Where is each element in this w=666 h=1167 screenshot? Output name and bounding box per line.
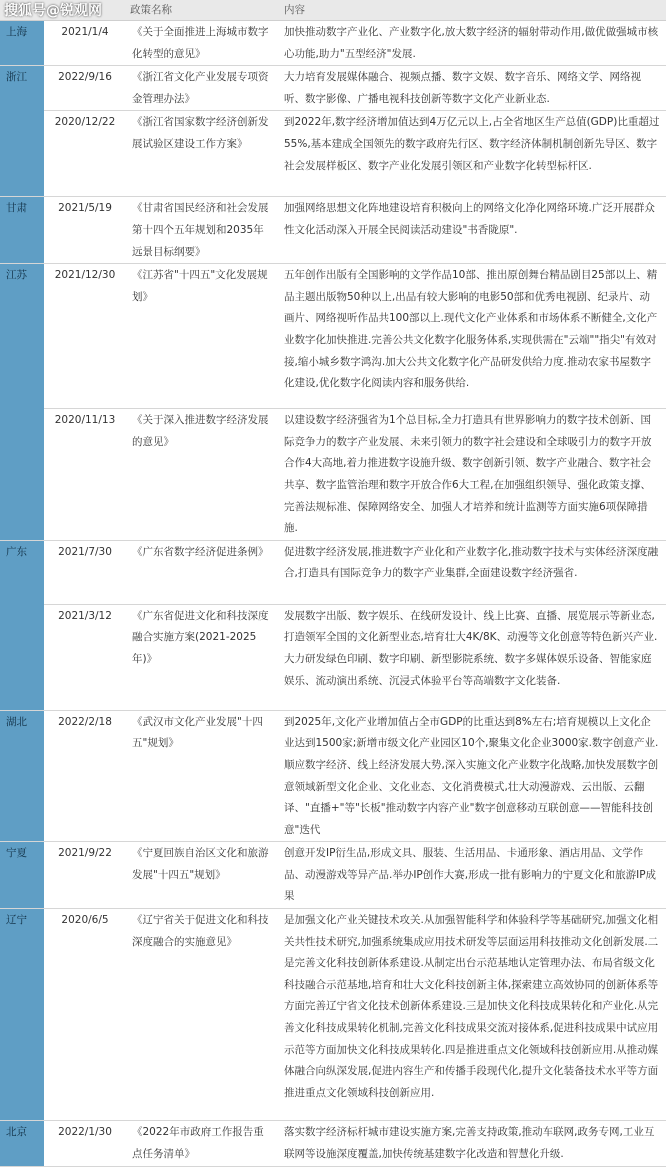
date-cell: 2021/12/30 <box>44 264 126 409</box>
table-row <box>0 842 666 909</box>
date-cell: 2020/12/22 <box>44 111 126 197</box>
province-cell: 辽宁 <box>0 909 44 1121</box>
table-row <box>0 197 666 264</box>
watermark: 搜狐号@锐观网 <box>4 3 102 19</box>
content-cell: 到2022年,数字经济增加值达到4万亿元以上,占全省地区生产总值(GDP)比重超过55%,基本建成全国领先的数字政府先行区、数字经济体制机制创新先导区、数字社会发展样板区、数字产业化发展引领区和产业数字化转型标杆区. <box>280 111 666 197</box>
date-cell: 2020/11/13 <box>44 409 126 541</box>
date-cell: 2020/6/5 <box>44 909 126 1121</box>
policy-name-cell: 《关于深入推进数字经济发展的意见》 <box>126 409 280 541</box>
date-cell: 2021/5/19 <box>44 197 126 264</box>
policy-name-cell: 《浙江省国家数字经济创新发展试验区建设工作方案》 <box>126 111 280 197</box>
table-row <box>0 909 666 1121</box>
policy-name-cell: 《宁夏回族自治区文化和旅游发展"十四五"规划》 <box>126 842 280 909</box>
policy-name-cell: 《甘肃省国民经济和社会发展第十四个五年规划和2035年远景目标纲要》 <box>126 197 280 264</box>
content-cell: 大力培育发展媒体融合、视频点播、数字文娱、数字音乐、网络文学、网络视听、数字影像、广播电视科技创新等数字文化产业新业态. <box>280 66 666 111</box>
province-cell: 广东 <box>0 540 44 710</box>
province-cell: 北京 <box>0 1121 44 1167</box>
content-cell: 到2025年,文化产业增加值占全市GDP的比重达到8%左右;培育规模以上文化企业达到1500家;新增市级文化产业园区10个,聚集文化企业3000家.数字创意产业.顺应数字经济、线上经济发展大势,深入实施文化产业数字化战略,加快发展数字创意领域新型文化企业、文化业态、文化消费模式,壮大动漫游戏、云出版、云翻译、"直播+"等"长板"推动数字内容产业"数字创意移动互联创意——智能科技创意"迭代 <box>280 710 666 842</box>
content-cell: 五年创作出版有全国影响的文学作品10部、推出原创舞台精品剧目25部以上、精品主题出版物50种以上,出品有较大影响的电影50部和优秀电视剧、纪录片、动画片、网络视听作品共100部以上.现代文化产业体系和市场体系不断健全,文化产业数字化加快推进.完善公共文化数字化服务体系,实现供需在"云端""指尖"有效对接,缩小城乡数字鸿沟.加大公共文化数字化产品研发供给力度.推动农家书屋数字化建设,优化数字化阅读内容和服务供给. <box>280 264 666 409</box>
province-cell: 甘肃 <box>0 197 44 264</box>
content-cell: 创意开发IP衍生品,形成文具、服装、生活用品、卡通形象、酒店用品、文学作品、动漫游戏等异产品.举办IP创作大赛,形成一批有影响力的宁夏文化和旅游IP成果 <box>280 842 666 909</box>
table-row <box>0 540 666 604</box>
date-cell: 2021/9/22 <box>44 842 126 909</box>
table-row <box>0 409 666 541</box>
content-cell: 以建设数字经济强省为1个总目标,全力打造具有世界影响力的数字技术创新、国际竞争力的数字产业发展、未来引领力的数字社会建设和全球吸引力的数字开放合作4大高地,着力推进数字设施升级、数字创新引领、数字产业融合、数字社会共享、数字监管治理和数字开放合作6大工程,在加强组织领导、强化政策支撑、完善法规标准、保障网络安全、加强人才培养和统计监测等方面实施6项保障措施. <box>280 409 666 541</box>
date-cell: 2021/7/30 <box>44 540 126 604</box>
table-row <box>0 1121 666 1167</box>
policy-name-cell: 《浙江省文化产业发展专项资金管理办法》 <box>126 66 280 111</box>
header-policy-name: 政策名称 <box>126 0 280 21</box>
policy-name-cell: 《江苏省"十四五"文化发展规划》 <box>126 264 280 409</box>
date-cell: 2022/2/18 <box>44 710 126 842</box>
table-row <box>0 604 666 710</box>
content-cell: 落实数字经济标杆城市建设实施方案,完善支持政策,推动车联网,政务专网,工业互联网等设施深度覆盖,加快传统基建数字化改造和智慧化升级. <box>280 1121 666 1167</box>
policy-name-cell: 《辽宁省关于促进文化和科技深度融合的实施意见》 <box>126 909 280 1121</box>
table-row <box>0 21 666 66</box>
content-cell: 加快推动数字产业化、产业数字化,放大数字经济的辐射带动作用,做优做强城市核心功能,助力"五型经济"发展. <box>280 21 666 66</box>
policy-name-cell: 《关于全面推进上海城市数字化转型的意见》 <box>126 21 280 66</box>
policy-name-cell: 《广东省数字经济促进条例》 <box>126 540 280 604</box>
policy-name-cell: 《广东省促进文化和科技深度融合实施方案(2021-2025年)》 <box>126 604 280 710</box>
province-cell: 浙江 <box>0 66 44 197</box>
province-cell: 江苏 <box>0 264 44 541</box>
content-cell: 促进数字经济发展,推进数字产业化和产业数字化,推动数字技术与实体经济深度融合,打造具有国际竞争力的数字产业集群,全面建设数字经济强省. <box>280 540 666 604</box>
province-cell: 宁夏 <box>0 842 44 909</box>
province-cell: 湖北 <box>0 710 44 842</box>
date-cell: 2022/1/30 <box>44 1121 126 1167</box>
date-cell: 2021/1/4 <box>44 21 126 66</box>
policy-name-cell: 《武汉市文化产业发展"十四五"规划》 <box>126 710 280 842</box>
policy-name-cell: 《2022年市政府工作报告重点任务清单》 <box>126 1121 280 1167</box>
table-row <box>0 710 666 842</box>
content-cell: 加强网络思想文化阵地建设培育积极向上的网络文化净化网络环境.广泛开展群众性文化活动深入开展全民阅读活动建设"书香陇原". <box>280 197 666 264</box>
table-row <box>0 66 666 111</box>
content-cell: 发展数字出版、数字娱乐、在线研发设计、线上比赛、直播、展览展示等新业态,打造领军全国的文化新型业态,培育壮大4K/8K、动漫等文化创意等特色新兴产业.大力研发绿色印刷、数字印刷、新型影院系统、数字多媒体娱乐设备、智能家庭娱乐、流动演出系统、沉浸式体验平台等高端数字文化装备. <box>280 604 666 710</box>
date-cell: 2022/9/16 <box>44 66 126 111</box>
table-row <box>0 264 666 409</box>
table-row <box>0 111 666 197</box>
province-cell: 上海 <box>0 21 44 66</box>
content-cell: 是加强文化产业关键技术攻关.从加强智能科学和体验科学等基础研究,加强文化相关共性技术研究,加强系统集成应用技术研发等层面运用科技推动文化创新发展.二是完善文化科技创新体系建设.从制定出台示范基地认定管理办法、布局省级文化科技融合示范基地,培育和壮大文化科技创新主体,探索建立高效协同的创新体系等方面完善辽宁省文化技术创新体系建设.三是加快文化科技成果转化和产业化.从完善文化科技成果转化机制,完善文化科技成果交流对接体系,促进科技成果中试应用示范等方面加快文化科技成果转化.四是推进重点文化领域科技创新应用.从推动媒体融合向纵深发展,促进内容生产和传播手段现代化,提升文化装备技术水平等方面推进重点文化领域科技创新应用. <box>280 909 666 1121</box>
date-cell: 2021/3/12 <box>44 604 126 710</box>
header-content: 内容 <box>280 0 666 21</box>
